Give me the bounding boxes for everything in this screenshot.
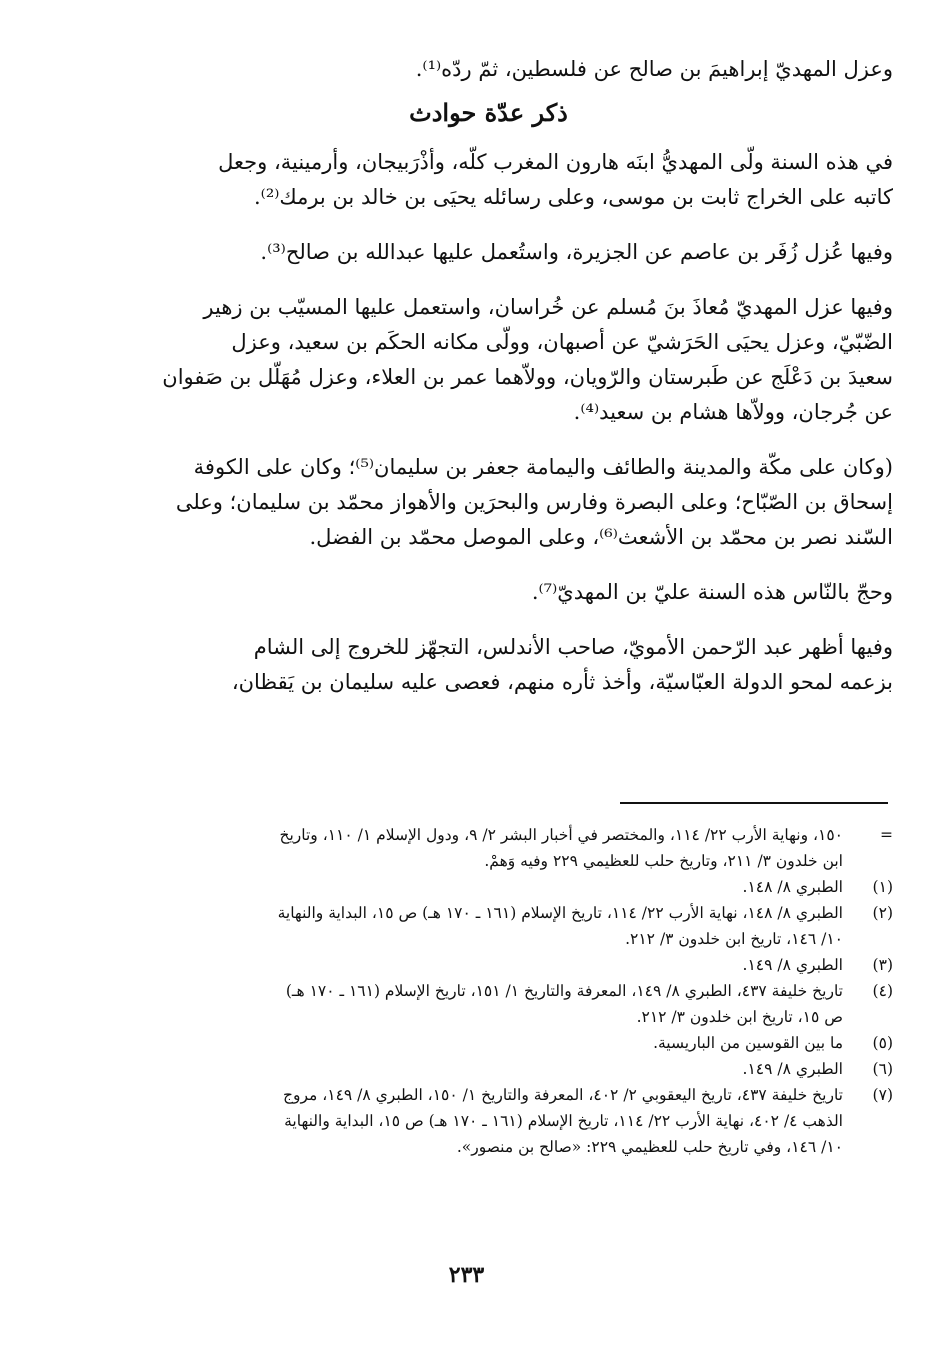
footnote-6 [84, 1056, 893, 1082]
page-number: ٢٣٣ [448, 1262, 485, 1288]
paragraph-6 [84, 630, 893, 700]
footnote-line: الطبري ٨/ ١٤٨. [742, 878, 843, 896]
text-line: في هذه السنة ولّى المهديُّ ابنَه هارون المغرب كلّه، وأذْرَبيجان، وأرمينية، وجعل [218, 150, 893, 174]
paragraph-4 [84, 450, 893, 555]
paragraph-2 [84, 235, 893, 270]
paragraph-1 [84, 145, 893, 215]
footnote-line: الذهب ٤/ ٤٠٢، نهاية الأرب ٢٢/ ١١٤، تاريخ الإسلام (١٦١ ـ ١٧٠ هـ) ص ١٥، البداية والنهاية [284, 1112, 843, 1130]
paragraph-5 [84, 575, 893, 610]
footnote-marker: (٦) [872, 1060, 893, 1078]
footnote-line: تاريخ خليفة ٤٣٧، الطبري ٨/ ١٤٩، المعرفة والتاريخ ١/ ١٥١، تاريخ الإسلام (١٦١ ـ ١٧٠ هـ) [285, 982, 843, 1000]
footnote-line: ص ١٥، تاريخ ابن خلدون ٣/ ٢١٢. [636, 1008, 843, 1026]
footnote-separator [620, 802, 888, 804]
text-line: بزعمه لمحو الدولة العبّاسيّة، وأخذ ثأره منهم، فعصى عليه سليمان بن يَقظان، [231, 670, 893, 694]
text-line: الضّبّيّ، وعزل يحيَى الحَرَشيّ عن أصبهان، وولّى مكانه الحكَم بن سعيد، وعزل [231, 330, 893, 354]
footnote-marker: (١) [872, 878, 893, 896]
text-line: عن جُرجان، وولاّها هشام بن سعيد⁽⁴⁾. [573, 400, 893, 424]
footnote-line: ١٠/ ١٤٦، وفي تاريخ حلب للعظيمي ٢٢٩: «صالح بن منصور». [456, 1138, 843, 1156]
opening-paragraph [84, 52, 893, 87]
footnote-5 [84, 1030, 893, 1056]
footnote-continuation [84, 822, 893, 874]
footnote-line: الطبري ٨/ ١٤٩. [742, 956, 843, 974]
section-heading: ذكر عدّة حوادث [409, 98, 568, 127]
footnote-line: ١٥٠، ونهاية الأرب ٢٢/ ١١٤، والمختصر في أخبار البشر ٢/ ٩، ودول الإسلام ١/ ١١٠، وتاريخ [279, 826, 843, 844]
footnote-4 [84, 978, 893, 1030]
footnote-line: الطبري ٨/ ١٤٩. [742, 1060, 843, 1078]
main-text [84, 52, 893, 720]
paragraph-3 [84, 290, 893, 430]
text-line: كاتبه على الخراج ثابت بن موسى، وعلى رسائله يحيَى بن خالد بن برمك⁽²⁾. [253, 185, 893, 209]
footnote-marker: (٢) [872, 904, 893, 922]
footnote-line: ابن خلدون ٣/ ٢١١، وتاريخ حلب للعظيمي ٢٢٩ وفيه وَهمْ. [484, 852, 843, 870]
footnote-7 [84, 1082, 893, 1160]
text-line: إسحاق بن الصّبّاح؛ وعلى البصرة وفارس والبحرَين والأهواز محمّد بن سليمان؛ وعلى [175, 490, 893, 514]
text-line: سعيدَ بن دَعْلَج عن طَبرستان والرّويان، وولاّهما عمر بن العلاء، وعزل مُهَلّل بن صَفوان [162, 365, 893, 389]
text-line: وفيها عزل المهديّ مُعاذَ بنَ مُسلم عن خُراسان، واستعمل عليها المسيّب بن زهير [203, 295, 893, 319]
footnote-marker: (٧) [872, 1086, 893, 1104]
footnotes [84, 822, 893, 1160]
text-line: وفيها أظهر عبد الرّحمن الأمويّ، صاحب الأندلس، التجهّز للخروج إلى الشام [253, 635, 893, 659]
text-line: السّند نصر بن محمّد بن الأشعث⁽⁶⁾، وعلى الموصل محمّد بن الفضل. [309, 525, 893, 549]
footnote-marker: = [880, 826, 893, 844]
footnote-3 [84, 952, 893, 978]
footnote-line: ما بين القوسين من الباريسية. [653, 1034, 843, 1052]
footnote-marker: (٤) [872, 982, 893, 1000]
footnote-marker: (٥) [872, 1034, 893, 1052]
footnote-line: تاريخ خليفة ٤٣٧، تاريخ اليعقوبي ٢/ ٤٠٢، المعرفة والتاريخ ١/ ١٥٠، الطبري ٨/ ١٤٩، مروج [282, 1086, 843, 1104]
footnote-line: الطبري ٨/ ١٤٨، نهاية الأرب ٢٢/ ١١٤، تاريخ الإسلام (١٦١ ـ ١٧٠ هـ) ص ١٥، البداية والنهاية [277, 904, 843, 922]
footnote-1 [84, 874, 893, 900]
text-line: وفيها عُزل زُفَر بن عاصم عن الجزيرة، واستُعمل عليها عبدالله بن صالح⁽³⁾. [260, 240, 893, 264]
text-line: وحجّ بالنّاس هذه السنة عليّ بن المهديّ⁽⁷⁾. [531, 580, 893, 604]
footnote-2 [84, 900, 893, 952]
text-line: (وكان على مكّة والمدينة والطائف واليمامة جعفر بن سليمان⁽⁵⁾؛ وكان على الكوفة [193, 455, 893, 479]
footnote-line: ١٠/ ١٤٦، تاريخ ابن خلدون ٣/ ٢١٢. [625, 930, 843, 948]
text-line: وعزل المهديّ إبراهيمَ بن صالح عن فلسطين، ثمّ ردّه⁽¹⁾. [415, 57, 893, 81]
footnote-marker: (٣) [872, 956, 893, 974]
